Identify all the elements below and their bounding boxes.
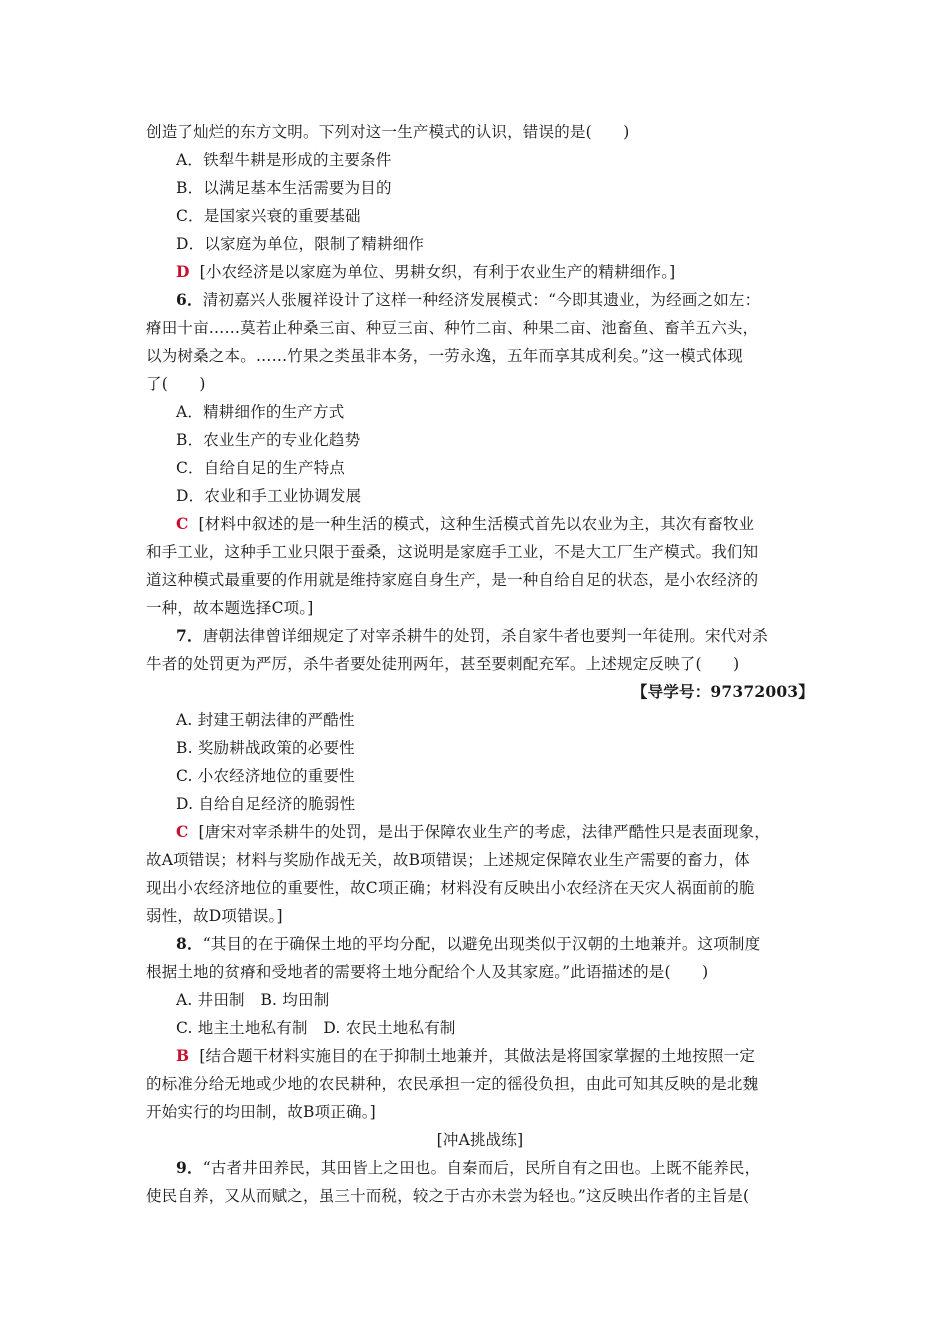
q6-stem-line-3: 以为树桑之本。……竹果之类虽非本务，一劳永逸，五年而享其成利矣。”这一模式体现 <box>146 347 743 365</box>
q7-answer: C <box>176 822 189 841</box>
q5-option-b: B．以满足基本生活需要为目的 <box>176 179 392 197</box>
section-heading: [冲A挑战练] <box>436 1131 524 1149</box>
q5-answer-line <box>176 262 844 282</box>
q6-stem-line-1: 6．清初嘉兴人张履祥设计了这样一种经济发展模式：“今即其遗业，为经画之如左： <box>176 290 761 309</box>
q5-option-a: A．铁犁牛耕是形成的主要条件 <box>176 151 392 169</box>
q7-stem-line-2: 牛者的处罚更为严厉，杀牛者要处徒刑两年，甚至要刺配充军。上述规定反映了( ) <box>146 655 740 673</box>
q9-number: 9． <box>176 1158 203 1177</box>
q8-explanation-3: 开始实行的均田制，故B项正确。] <box>146 1103 376 1121</box>
q5-option-d: D．以家庭为单位，限制了精耕细作 <box>176 235 425 253</box>
q7-stem-line-1: 7．唐朝法律曾详细规定了对宰杀耕牛的处罚，杀自家牛者也要判一年徒刑。宋代对杀 <box>176 626 768 645</box>
q7-number: 7． <box>176 626 203 645</box>
q8-answer: B <box>176 1046 190 1065</box>
q8-options-row-2: C. 地主土地私有制 D. 农民土地私有制 <box>176 1019 456 1037</box>
q8-answer-line: B [结合题干材料实施目的在于抑制土地兼并，其做法是将国家掌握的土地按照一定 <box>176 1046 756 1065</box>
q5-answer: D <box>176 262 190 281</box>
q6-option-b: B．农业生产的专业化趋势 <box>176 431 361 449</box>
q6-option-c: C．自给自足的生产特点 <box>176 459 346 477</box>
q5-explanation: [小农经济是以家庭为单位、男耕女织，有利于农业生产的精耕细作。] <box>199 263 676 281</box>
q6-answer-line: C [材料中叙述的是一种生活的模式，这种生活模式首先以农业为主，其次有畜牧业 <box>176 514 755 533</box>
q6-answer: C <box>176 514 189 533</box>
q7-answer-line: C [唐宋对宰杀耕牛的处罚，是出于保障农业生产的考虑，法律严酷性只是表面现象， <box>176 822 770 841</box>
q7-explanation-2: 故A项错误；材料与奖励作战无关，故B项错误；上述规定保障农业生产需要的畜力，体 <box>146 851 750 869</box>
q6-explanation-3: 道这种模式最重要的作用就是维持家庭自身生产，是一种自给自足的状态，是小农经济的 <box>146 571 759 589</box>
q9-stem-line-1: 9．“古者井田养民，其田皆上之田也。自秦而后，民所自有之田也。上既不能养民， <box>176 1158 761 1177</box>
q7-guide-number: 【导学号：97372003】 <box>631 682 814 701</box>
q8-stem-line-1: 8．“其目的在于确保土地的平均分配，以避免出现类似于汉朝的土地兼并。这项制度 <box>176 934 761 953</box>
q9-stem-line-2: 使民自养，又从而赋之，虽三十而税，较之于古亦未尝为轻也。”这反映出作者的主旨是( <box>146 1187 750 1205</box>
q8-options-row-1: A. 井田制 B. 均田制 <box>176 991 330 1009</box>
q6-explanation-2: 和手工业，这种手工业只限于蚕桑，这说明是家庭手工业，不是大工厂生产模式。我们知 <box>146 543 759 561</box>
q7-option-c: C. 小农经济地位的重要性 <box>176 767 355 785</box>
q7-option-d: D. 自给自足经济的脆弱性 <box>176 795 356 813</box>
q7-option-a: A. 封建王朝法律的严酷性 <box>176 711 355 729</box>
q6-stem-line-4: 了( ) <box>146 375 206 393</box>
q6-option-d: D．农业和手工业协调发展 <box>176 487 362 505</box>
q8-number: 8． <box>176 934 203 953</box>
q7-explanation-3: 现出小农经济地位的重要性，故C项正确；材料没有反映出小农经济在天灾人祸面前的脆 <box>146 879 755 897</box>
q6-stem-line-2: 瘠田十亩……莫若止种桑三亩、种豆三亩、种竹二亩、种果二亩、池畜鱼、畜羊五六头， <box>146 319 759 337</box>
q6-option-a: A．精耕细作的生产方式 <box>176 403 345 421</box>
q8-explanation-2: 的标准分给无地或少地的农民耕种，农民承担一定的徭役负担，由此可知其反映的是北魏 <box>146 1075 759 1093</box>
q7-explanation-4: 弱性，故D项错误。] <box>146 907 283 925</box>
q6-explanation-4: 一种，故本题选择C项。] <box>146 599 314 617</box>
q7-option-b: B. 奖励耕战政策的必要性 <box>176 739 355 757</box>
q8-stem-line-2: 根据土地的贫瘠和受地者的需要将土地分配给个人及其家庭。”此语描述的是( ) <box>146 963 709 981</box>
q5-stem: 创造了灿烂的东方文明。下列对这一生产模式的认识，错误的是( ) <box>146 123 630 141</box>
q6-number: 6． <box>176 290 203 309</box>
q5-option-c: C．是国家兴衰的重要基础 <box>176 207 361 225</box>
